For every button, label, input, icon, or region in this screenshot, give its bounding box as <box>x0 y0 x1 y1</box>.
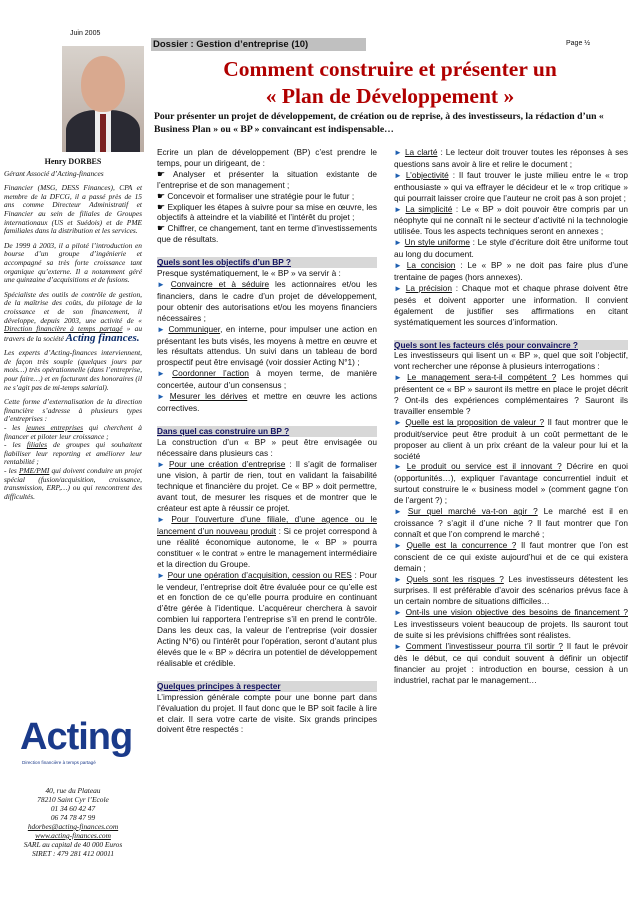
date-label: Juin 2005 <box>70 30 101 37</box>
factor-item <box>394 461 628 506</box>
title-line-1: Comment construire et présenter un <box>223 57 557 81</box>
principle-label: La concision <box>406 260 456 271</box>
offer3-link: PME/PMI <box>18 466 50 475</box>
col1-b4-text: Chiffrer, ce changement, tant en terme d’investissements que de résultats. <box>157 223 378 245</box>
factor-text: Le marché est il en croissance ? s’agit il d’une niche ? Il faut montrer que l’on connaît et que l’on comprend le marché ; <box>394 506 629 539</box>
principle-text: : Chaque mot et chaque phrase doivent être pesés et doivent apporter une information. Il convient également de justifier ses affirmations en citant systématiquement les sources d’information. <box>394 282 628 327</box>
address-block <box>4 786 142 858</box>
factor-item <box>394 506 628 540</box>
col1-bullet-2 <box>157 191 377 202</box>
column-2 <box>394 147 628 686</box>
bio3-pre: Spécialiste des outils de contrôle de gestion, de la maîtrise des coûts, du pilotage de la croissance et de son financement, il développe, depuis 2003, une activité de « <box>4 289 142 325</box>
author-name: Henry DORBES <box>44 157 102 166</box>
offer2-post: de groupes qui souhaitent fiabiliser leur reporting et améliorer leur rentabilité ; <box>4 440 142 467</box>
bio3-post: » au travers de la société <box>4 324 143 343</box>
company-name: Acting finances. <box>65 331 140 344</box>
section-heading-objectives: Quels sont les objectifs d’un BP ? <box>157 257 377 268</box>
col1-b2-text: Concevoir et formaliser une stratégie pour le futur ; <box>167 190 355 201</box>
principle-item <box>394 237 628 260</box>
principle-text: : Le « BP » ne doit pas faire plus d’une trentaine de pages (hors annexes). <box>394 260 628 282</box>
logo-tagline: Direction financière à temps partagé <box>22 760 96 765</box>
objective-item <box>157 368 377 391</box>
pointing-hand-icon: ☛ <box>157 168 166 179</box>
col1-bullet-3 <box>157 202 377 224</box>
offer1-link: jeunes entreprises <box>25 423 84 433</box>
arrow-right-icon: ► <box>394 238 402 248</box>
arrow-right-icon: ► <box>394 540 402 550</box>
offer1-pre: - les <box>4 423 21 433</box>
principle-item <box>394 147 628 170</box>
company-capital: SARL au capital de 40 000 Euros <box>23 840 123 849</box>
arrow-right-icon: ► <box>394 417 402 427</box>
arrow-right-icon: ► <box>394 170 402 180</box>
arrow-right-icon: ► <box>157 515 165 525</box>
arrow-right-icon: ► <box>394 608 402 618</box>
arrow-right-icon: ► <box>157 369 165 379</box>
principles-intro: L’impression générale compte pour une bonne part dans l’évaluation du projet. Il faut donc que le BP soit facile à lire et clair. Il sera votre carte de visite. Six grands principes doivent être respectés : <box>157 691 377 735</box>
factor-text: Il faut montrer que le produit/service peut être produit à un coût permettant de le proposer au client à un prix créant de la valeur pour lui et la société <box>394 416 628 461</box>
factor-label: Quelle est la proposition de valeur ? <box>405 416 545 427</box>
case-label: Pour une opération d’acquisition, cession ou RES <box>167 569 352 580</box>
objective-item <box>157 391 377 414</box>
offer-item-1 <box>4 424 142 441</box>
author-bio-1: Financier (MSG, DESS Finances), CPA et membre de la DFCG, il a passé près de 15 ans comme Directeur Administratif et Financier au sein de filiales de Groupes internationaux (US et Suédois) et de PME familiales dans la distribution et les services. <box>4 183 142 236</box>
pointing-hand-icon: ☛ <box>157 201 166 212</box>
section-heading-key-factors: Quels sont les facteurs clés pour convaincre ? <box>394 340 628 351</box>
arrow-right-icon: ► <box>394 574 402 584</box>
arrow-right-icon: ► <box>394 283 402 293</box>
principle-text: : Le « BP » doit pouvoir être compris par un néophyte qui ne connaît ni le secteur d’activité ni la technologie utilisée. Tous les aspects techniques seront en annexes ; <box>394 203 628 237</box>
principle-label: La clarté <box>404 147 438 157</box>
objective-text: , en interne, pour impulser une action en présentant les buts visés, les moyens à mettre en œuvre et les résultats attendus. Un suivi dans un tableau de bord prospectif peut être envisagé (voir dossier Acting N°1) ; <box>157 323 378 368</box>
factor-text: Décrire en quoi (opportunités…), expliquer l’avantage concurrentiel induit et surtout construire le « business model » (comment gagne t’on de l’argent ?) ; <box>394 461 629 506</box>
page-number: Page ½ <box>566 40 591 47</box>
arrow-right-icon: ► <box>157 392 165 402</box>
arrow-right-icon: ► <box>157 279 165 289</box>
factor-label: Le management sera-t-il compétent ? <box>407 372 557 383</box>
case-text: : Pour le vendeur, l’entreprise doit être évaluée pour ce qu’elle est et en fonction de ce qu’elle pourra produire en continuant d’être gérée à l’identique. L’acquéreur cherchera à savoir combien lui rapportera l’entreprise s’il en prend le contrôle. Dans les deux cas, la valeur de l’entreprise (voir dossier Acting N°6) ou l’intérêt pour l’opération, seront d’autant plus élevés que le « BP » décrira un potentiel de développement réalisable et crédible. <box>157 569 377 668</box>
offer2-link: filiales <box>26 440 47 450</box>
arrow-right-icon: ► <box>394 462 402 472</box>
factor-label: Le produit ou service est il innovant ? <box>406 461 562 472</box>
arrow-right-icon: ► <box>157 324 165 334</box>
arrow-right-icon: ► <box>157 570 165 580</box>
title-line-2: « Plan de Développement » <box>265 84 515 108</box>
email-link[interactable]: hdorbes@acting-finances.com <box>27 822 119 831</box>
objective-text: les actionnaires et/ou les financiers, dans le cadre d’un projet de développement, pour obtenir des autorisations et/ou les moyens financiers nécessaires ; <box>157 278 377 323</box>
factor-text: Il faut le prévoir dès le début, ce qui conduit souvent à définir un objectif financier au projet : introduction en bourse, cession à un industriel, rachat par le management… <box>394 640 628 685</box>
principle-item <box>394 283 628 328</box>
arrow-right-icon: ► <box>394 261 402 271</box>
factor-label: Quelle est la concurrence ? <box>406 539 517 550</box>
offer-item-2 <box>4 441 142 467</box>
arrow-right-icon: ► <box>394 373 402 383</box>
website-link[interactable]: www.acting-finances.com <box>35 831 111 840</box>
principle-text: : Le lecteur doit trouver toutes les réponses à ses questions sans avoir à lire et relire le document ; <box>394 147 629 169</box>
offer1-post: qui cherchent à financer et piloter leur croissance ; <box>4 423 142 441</box>
acting-logo <box>20 716 133 772</box>
col1-intro: Ecrire un plan de développement (BP) c’est prendre le temps, pour un dirigeant, de : <box>157 147 377 168</box>
phone-2: 06 74 78 47 99 <box>50 813 96 822</box>
experts-text: Les experts d’Acting-finances interviennent, de façon très souple (quelques jours par mois…) très opérationnelle (dans l’entreprise, pour faire…) et en facturant des honoraires (il ne s’agit pas de mi-temps salarial). <box>4 348 142 392</box>
author-bio-2: De 1999 à 2003, il a piloté l’introduction en bourse d’un groupe d’ingénierie et accompagné sa très forte croissance tant organique qu’externe. Il a notamment géré une quinzaine d’acquisitions et de fusions. <box>4 240 142 285</box>
col1-bullet-4 <box>157 223 377 245</box>
offer-intro: Cette forme d’externalisation de la direction financière s’adresse à plusieurs types d’entreprises : <box>4 397 142 424</box>
author-photo <box>62 46 144 152</box>
address-city: 78210 Saint Cyr l’Ecole <box>37 795 109 804</box>
factor-label: Comment l’investisseur pourra t’il sortir ? <box>405 640 563 651</box>
principle-item <box>394 170 628 204</box>
author-bio-3 <box>4 291 142 344</box>
objective-label: Coordonner l’action <box>172 368 249 379</box>
factor-item <box>394 372 628 417</box>
objective-label: Convaincre et à séduire <box>170 278 270 289</box>
objectives-intro: Presque systématiquement, le « BP » va servir à : <box>157 268 341 279</box>
column-1 <box>157 147 377 735</box>
company-siret: SIRET : 479 281 412 00011 <box>31 849 115 858</box>
offer2-pre: - les <box>4 440 21 450</box>
factor-text: Les investisseurs voient beaucoup de projets. Ils sauront tout de suite si les prévisions chiffrées sont réalistes. <box>394 619 628 641</box>
factor-item <box>394 417 628 462</box>
case-item <box>157 514 377 570</box>
factor-label: Ont-ils une vision objective des besoins de financement ? <box>405 607 628 618</box>
section-heading-cases: Dans quel cas construire un BP ? <box>157 426 377 437</box>
case-label: Pour une création d’entreprise <box>168 458 286 469</box>
case-label: Pour l’ouverture d’une filiale, d’une agence ou le lancement d’un nouveau produit <box>157 514 377 536</box>
offer-item-3 <box>4 467 142 501</box>
factor-item <box>394 574 628 608</box>
objective-item <box>157 279 377 324</box>
pointing-hand-icon: ☛ <box>157 223 166 234</box>
principle-item <box>394 204 628 238</box>
objective-label: Mesurer les dérives <box>169 391 248 402</box>
col1-b1-text: Analyser et présenter la situation existante de l’entreprise et de son management ; <box>157 168 377 190</box>
principle-label: La précision <box>405 282 452 293</box>
logo-word: Acting <box>20 716 133 758</box>
arrow-right-icon: ► <box>394 204 402 214</box>
arrow-right-icon: ► <box>394 507 402 517</box>
factor-text: Les hommes qui présentent ce « BP » sauront ils mettre en place le projet décrit ? Ont-ils des expériences complémentaires ? Sauront ils travailler ensemble ? <box>394 372 628 416</box>
author-role: Gérant Associé d’Acting-finances <box>4 168 104 178</box>
principle-text: : Il faut trouver le juste milieu entre le « trop enthousiaste » qui va effrayer le décideur et le « trop critique » qui pourrait laisser croire que l’auteur ne croit pas à son projet ; <box>394 169 629 203</box>
case-item <box>157 459 377 515</box>
factor-text: Il faut montrer que l’on est conscient de ce qui existe aujourd’hui et de ce qui existera demain ; <box>394 539 628 573</box>
objective-text: à moyen terme, de manière concertée, autour d’un consensus ; <box>157 368 377 391</box>
dossier-banner: Dossier : Gestion d’entreprise (10) <box>151 38 366 51</box>
section-heading-principles: Quelques principes à respecter <box>157 681 377 692</box>
pointing-hand-icon: ☛ <box>157 190 166 201</box>
principle-text: : Le style d’écriture doit être uniforme tout au long du document. <box>394 237 628 260</box>
cases-intro: La construction d’un « BP » peut être envisagée ou nécessaire dans plusieurs cas : <box>157 436 377 458</box>
case-item <box>157 570 377 669</box>
objective-text: et mettre en œuvre les actions correctives. <box>157 391 377 413</box>
principle-label: La simplicité <box>405 203 453 214</box>
sidebar <box>4 158 142 501</box>
objective-label: Communiquer <box>168 323 221 334</box>
principle-label: L’objectivité <box>405 169 449 180</box>
factor-item <box>394 607 628 641</box>
principle-item <box>394 260 628 283</box>
case-text: : Si ce projet correspond à une réalité économique autonome, le « BP » pourra constituer « le contrat » entre le management intermédiaire et la direction du Groupe. <box>157 526 377 569</box>
intro-text: Pour présenter un projet de développement, de création ou de reprise, à des investisseurs, la rédaction d’un « Business Plan » ou « BP » convaincant est indispensable… <box>154 111 604 135</box>
factor-item <box>394 641 628 686</box>
col1-b3-text: Expliquer les étapes à suivre pour sa mise en œuvre, les objectifs à atteindre et la viabilité et l’intérêt du projet ; <box>157 201 377 223</box>
offer3-pre: - les <box>4 466 17 475</box>
bio3-link[interactable]: Direction financière à temps partagé <box>4 324 123 334</box>
arrow-right-icon: ► <box>157 459 165 469</box>
arrow-right-icon: ► <box>394 148 402 157</box>
factor-label: Quels sont les risques ? <box>406 573 504 584</box>
principle-label: Un style uniforme <box>404 237 470 248</box>
key-factors-intro: Les investisseurs qui lisent un « BP », quel que soit l’objectif, vont rechercher une réponse à plusieurs interrogations : <box>394 350 628 372</box>
offer3-post: qui doivent conduire un projet spécial (fusion/acquisition, croissance, transmission, ERP,…) ou qui rencontrent des difficultés. <box>4 466 142 501</box>
objective-item <box>157 324 377 369</box>
phone-1: 01 34 60 42 47 <box>50 804 96 813</box>
factor-label: Sur quel marché va-t-on agir ? <box>407 506 538 517</box>
arrow-right-icon: ► <box>394 641 402 651</box>
address-line: 40, rue du Plateau <box>45 786 101 795</box>
factor-text: Les investisseurs détestent les surprises. Il est préférable d’avoir des scénarios prévus face à un certain nombre de situations difficiles… <box>394 573 628 607</box>
page-title <box>152 56 628 110</box>
col1-bullet-1 <box>157 169 377 191</box>
case-text: : Il s’agit de formaliser une vision, à partir de rien, tout en validant la faisabilité technique et financière du projet. Ce « BP » doit permettre, avant tout, de mesurer les risques et de montrer que le créateur est apte à réussir ce projet. <box>157 458 377 514</box>
factor-item <box>394 540 628 574</box>
